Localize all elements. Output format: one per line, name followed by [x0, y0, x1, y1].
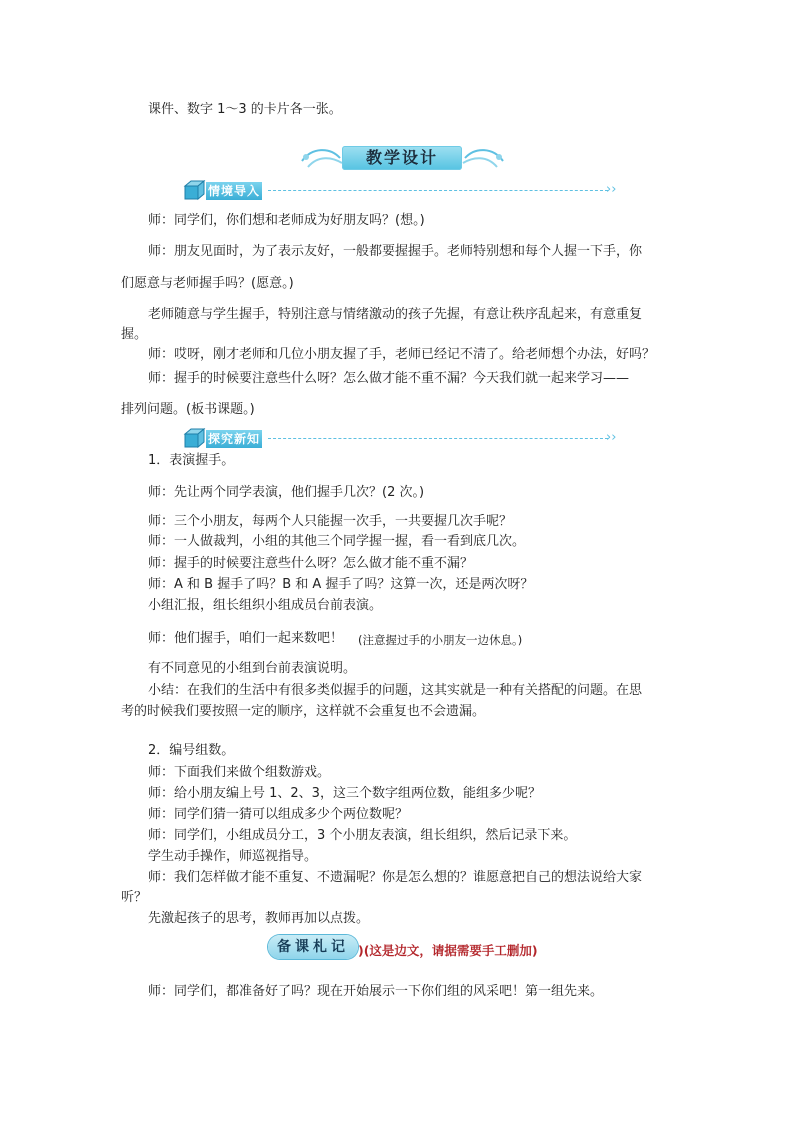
text-line: 学生动手操作，师巡视指导。 [148, 849, 318, 864]
text-line: 小组汇报，组长组织小组成员台前表演。 [148, 598, 383, 613]
text-line: 师：他们握手，咱们一起来数吧！ [148, 631, 344, 646]
section-header-intro [182, 180, 642, 202]
section-header-explore [182, 428, 642, 450]
title-banner [300, 143, 505, 175]
text-line: 师：哎呀，刚才老师和几位小朋友握了手，老师已经记不清了。给老师想个办法，好吗？ [148, 347, 656, 362]
text-line: 小结：在我们的生活中有很多类似握手的问题，这其实就是一种有关搭配的问题。在思 [148, 683, 643, 698]
text-line: 2．编号组数。 [148, 743, 235, 758]
text-line: 师：下面我们来做个组数游戏。 [148, 765, 331, 780]
text-line: 握。 [121, 327, 148, 342]
text-line: 师：先让两个同学表演，他们握手几次？(2 次。) [148, 485, 425, 500]
text-line: 师：我们怎样做才能不重复、不遗漏呢？你是怎么想的？谁愿意把自己的想法说给大家 [148, 870, 643, 885]
cube-icon [182, 180, 208, 202]
text-line: 师：一人做裁判，小组的其他三个同学握一握，看一看到底几次。 [148, 534, 526, 549]
text-line: 师：同学们猜一猜可以组成多少个两位数呢？ [148, 807, 409, 822]
text-line: 们愿意与老师握手吗？(愿意。) [121, 276, 294, 291]
text-line: 师：同学们，小组成员分工，3 个小朋友表演，组长组织，然后记录下来。 [148, 828, 577, 843]
text-line: 老师随意与学生握手，特别注意与情绪激动的孩子先握，有意让秩序乱起来，有意重复 [148, 307, 643, 322]
text-line: 师：同学们，你们想和老师成为好朋友吗？(想。) [148, 213, 425, 228]
text-line: 师：给小朋友编上号 1、2、3，这三个数字组两位数，能组多少呢？ [148, 786, 541, 801]
text-line: 先激起孩子的思考，教师再加以点拨。 [148, 911, 370, 926]
text-line: 师：朋友见面时，为了表示友好，一般都要握握手。老师特别想和每个人握一下手，你 [148, 244, 643, 259]
banner-title: 教学设计 [365, 148, 438, 167]
text-line: 师：三个小朋友，每两个人只能握一次手，一共要握几次手呢？ [148, 514, 513, 529]
text-note: (注意握过手的小朋友一边休息。) [358, 633, 523, 647]
dashed-divider [268, 438, 608, 439]
lesson-notes-label [268, 935, 360, 961]
section-label: 情境导入 [207, 184, 260, 198]
section-label: 探究新知 [207, 432, 260, 446]
text-line: 师：握手的时候要注意些什么呀？怎么做才能不重不漏？今天我们就一起来学习—— [148, 371, 630, 386]
intro-line: 课件、数字 1～3 的卡片各一张。 [148, 102, 342, 117]
text-line: 考的时候我们要按照一定的顺序，这样就不会重复也不会遗漏。 [121, 704, 486, 719]
text-line: 有不同意见的小组到台前表演说明。 [148, 661, 357, 676]
text-line: 听？ [121, 890, 148, 905]
text-line: 师：同学们，都准备好了吗？现在开始展示一下你们组的风采吧！第一组先来。 [148, 984, 604, 999]
text-line: 师：A 和 B 握手了吗？B 和 A 握手了吗？这算一次，还是两次呀？ [148, 577, 534, 592]
text-line: 1．表演握手。 [148, 453, 235, 468]
notes-label-text: 备课札记 [277, 939, 349, 955]
double-chevron-icon: ›› [606, 182, 617, 197]
cube-icon [182, 428, 208, 450]
side-note: )(这是边文，请据需要手工删加) [358, 943, 538, 958]
dashed-divider [268, 190, 608, 191]
double-chevron-icon: ›› [606, 430, 617, 445]
text-line: 排列问题。(板书课题。) [121, 402, 255, 417]
text-line: 师：握手的时候要注意些什么呀？怎么做才能不重不漏？ [148, 556, 474, 571]
